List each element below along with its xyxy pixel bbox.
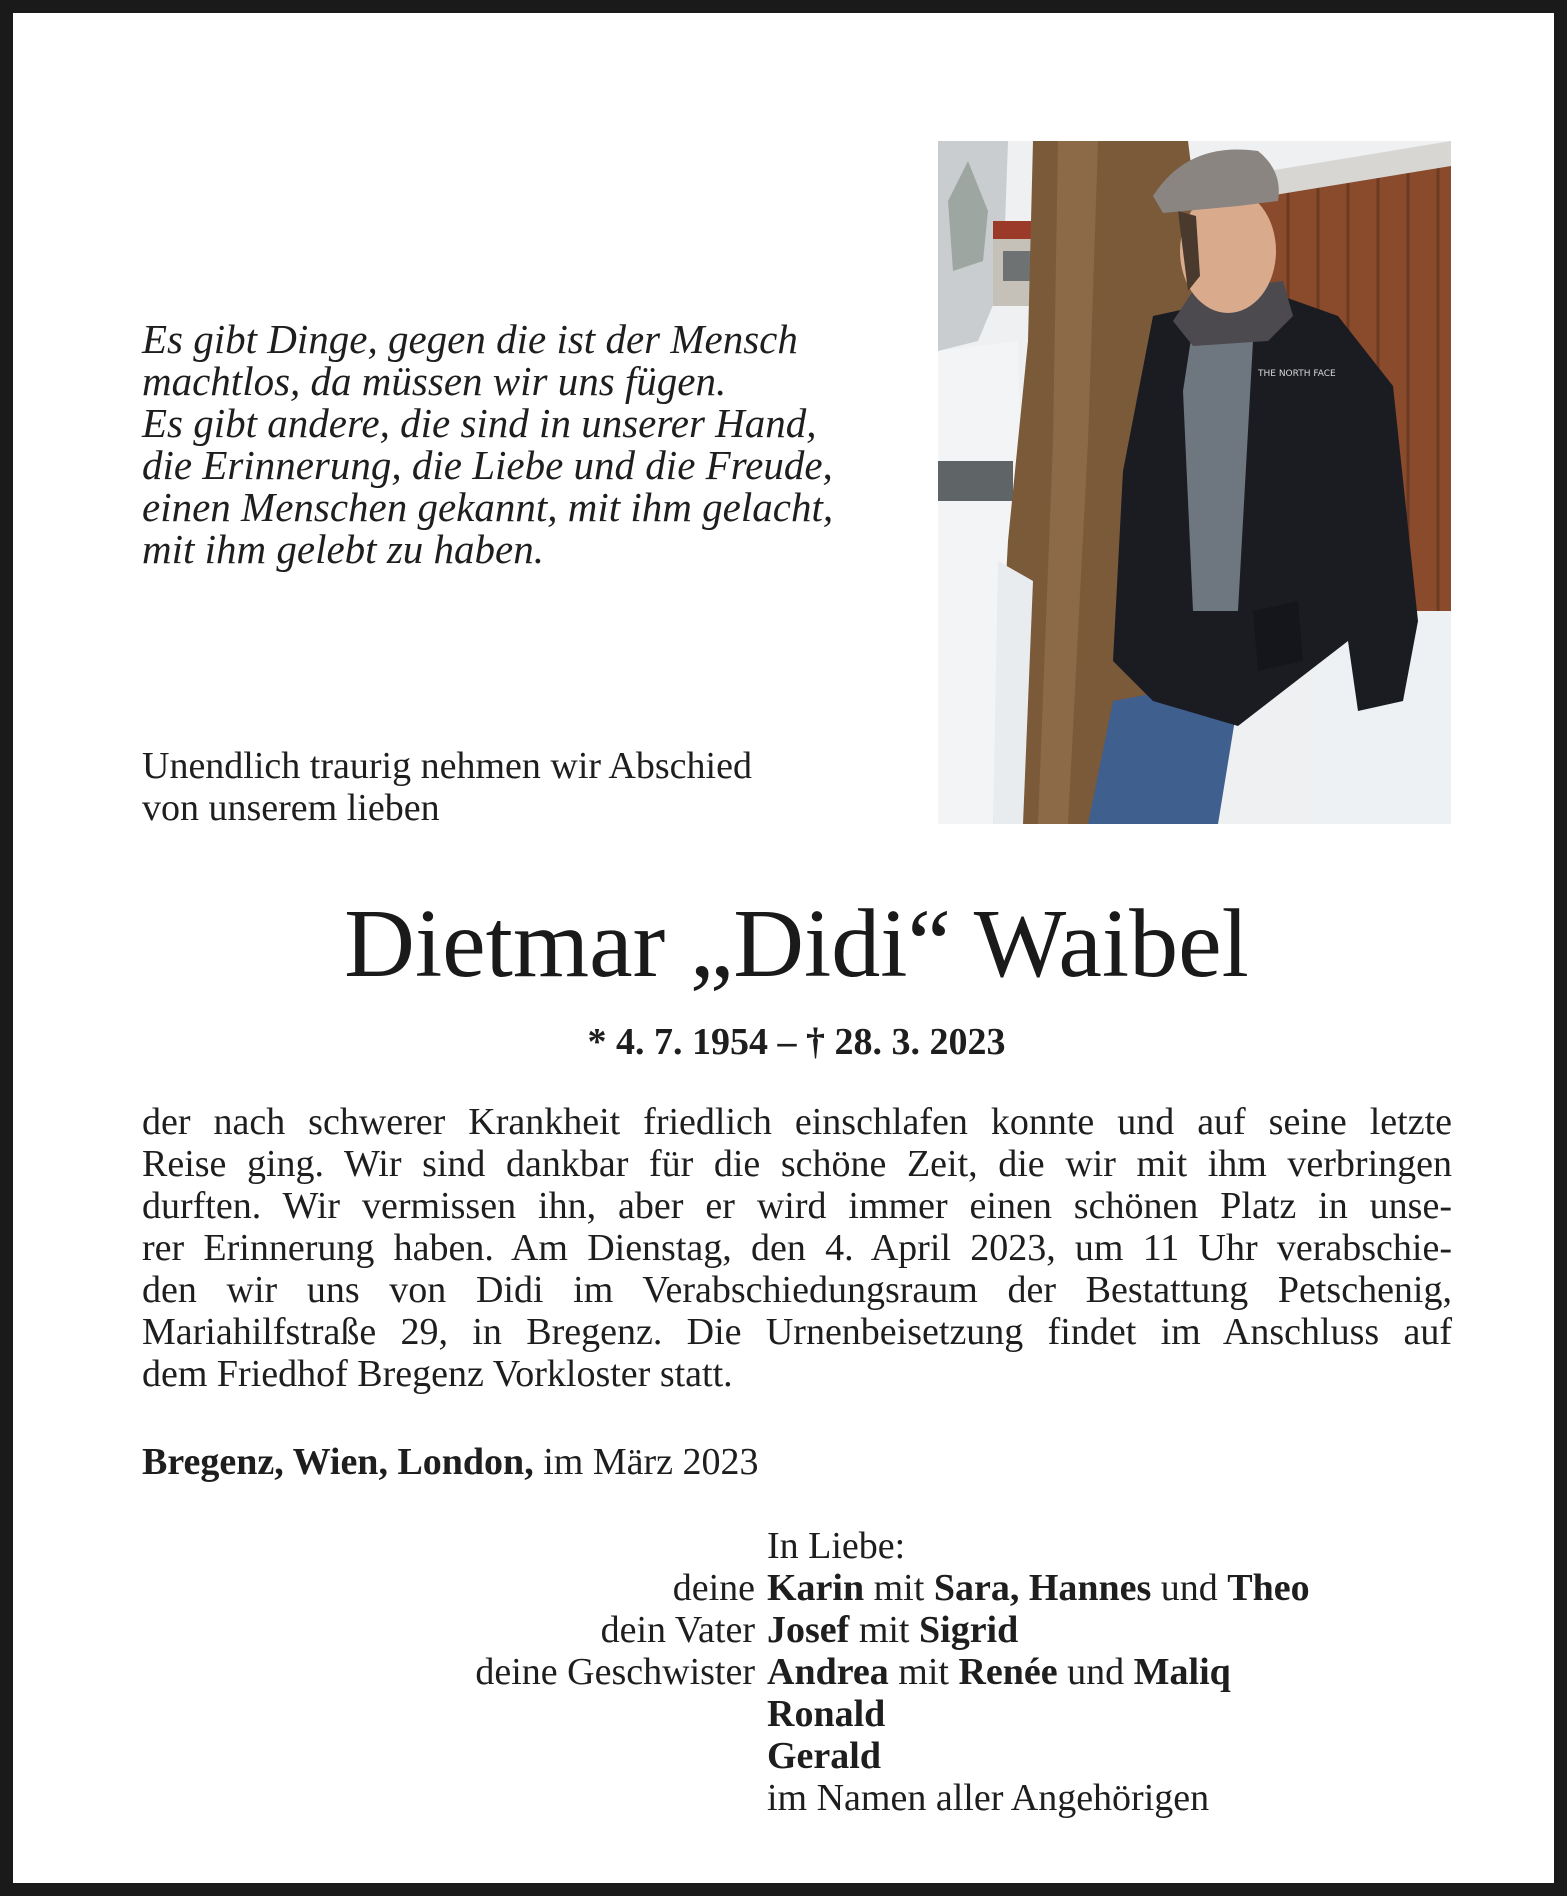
body-line: Mariahilfstraße 29, in Bregenz. Die Urnenbeisetzung findet im Anschluss auf <box>142 1311 1452 1353</box>
signoff-name: Karin <box>767 1567 865 1609</box>
signoff-names <box>767 1567 1310 1609</box>
signoff-heading-row <box>13 1525 1567 1567</box>
place-and-date <box>142 1441 759 1483</box>
body-line: der nach schwerer Krankheit friedlich einschlafen konnte und auf seine letzte <box>142 1101 1452 1143</box>
signoff-name: Andrea <box>767 1651 889 1693</box>
quote-line: die Erinnerung, die Liebe und die Freude, <box>142 442 833 488</box>
signoff-relation: deine <box>672 1567 755 1609</box>
body-line: durften. Wir vermissen ihn, aber er wird immer einen schönen Platz in unse- <box>142 1185 1452 1227</box>
signoff-connector: mit <box>888 1651 959 1693</box>
portrait-photo-illustration <box>938 141 1451 824</box>
place-cities: Bregenz, Wien, London, <box>142 1441 534 1483</box>
signoff <box>13 1525 1567 1819</box>
deceased-name: Dietmar „Didi“ Waibel <box>344 890 1249 998</box>
signoff-connector: mit <box>849 1609 919 1651</box>
signoff-name: Maliq <box>1133 1651 1231 1693</box>
signoff-heading: In Liebe: <box>767 1525 906 1567</box>
body-line: rer Erinnerung haben. Am Dienstag, den 4. April 2023, um 11 Uhr verabschie- <box>142 1227 1452 1269</box>
jacket-logo-text: THE NORTH FACE <box>1258 369 1336 379</box>
body-line: dem Friedhof Bregenz Vorkloster statt. <box>142 1353 733 1395</box>
signoff-row <box>13 1777 1567 1819</box>
intro-line: von unserem lieben <box>142 787 440 829</box>
body-text <box>142 1101 1452 1395</box>
quote-line: mit ihm gelebt zu haben. <box>142 526 544 572</box>
signoff-row <box>13 1567 1567 1609</box>
quote <box>142 318 862 570</box>
body-line: Reise ging. Wir sind dankbar für die schöne Zeit, die wir mit ihm verbringen <box>142 1143 1452 1185</box>
signoff-row <box>13 1735 1567 1777</box>
quote-line: Es gibt andere, die sind in unserer Hand, <box>142 400 817 446</box>
signoff-row <box>13 1609 1567 1651</box>
intro-text <box>142 745 902 829</box>
signoff-name: Ronald <box>767 1693 886 1735</box>
portrait-photo <box>938 141 1451 824</box>
signoff-name: Sigrid <box>919 1609 1019 1651</box>
intro-line: Unendlich traurig nehmen wir Abschied <box>142 745 752 787</box>
signoff-connector: im Namen aller Angehörigen <box>767 1777 1210 1819</box>
signoff-connector: mit <box>864 1567 934 1609</box>
signoff-names <box>767 1735 881 1777</box>
signoff-row <box>13 1693 1567 1735</box>
signoff-names <box>767 1609 1018 1651</box>
signoff-connector: und <box>1151 1567 1228 1609</box>
signoff-connector: und <box>1057 1651 1134 1693</box>
signoff-relation: deine Geschwister <box>475 1651 755 1693</box>
signoff-names <box>767 1777 1209 1819</box>
signoff-relation: dein Vater <box>600 1609 755 1651</box>
signoff-names <box>767 1651 1231 1693</box>
signoff-name: Josef <box>767 1609 850 1651</box>
signoff-name: Theo <box>1227 1567 1310 1609</box>
place-date: im März 2023 <box>543 1441 759 1483</box>
quote-line: machtlos, da müssen wir uns fügen. <box>142 358 727 404</box>
signoff-name: Gerald <box>767 1735 881 1777</box>
life-dates: * 4. 7. 1954 – † 28. 3. 2023 <box>587 1021 1006 1063</box>
quote-line: einen Menschen gekannt, mit ihm gelacht, <box>142 484 834 530</box>
signoff-row <box>13 1651 1567 1693</box>
quote-line: Es gibt Dinge, gegen die ist der Mensch <box>142 316 798 362</box>
signoff-names <box>767 1693 885 1735</box>
body-line: den wir uns von Didi im Verabschiedungsraum der Bestattung Petschenig, <box>142 1269 1452 1311</box>
signoff-name: Sara, Hannes <box>933 1567 1152 1609</box>
signoff-name: Renée <box>958 1651 1058 1693</box>
